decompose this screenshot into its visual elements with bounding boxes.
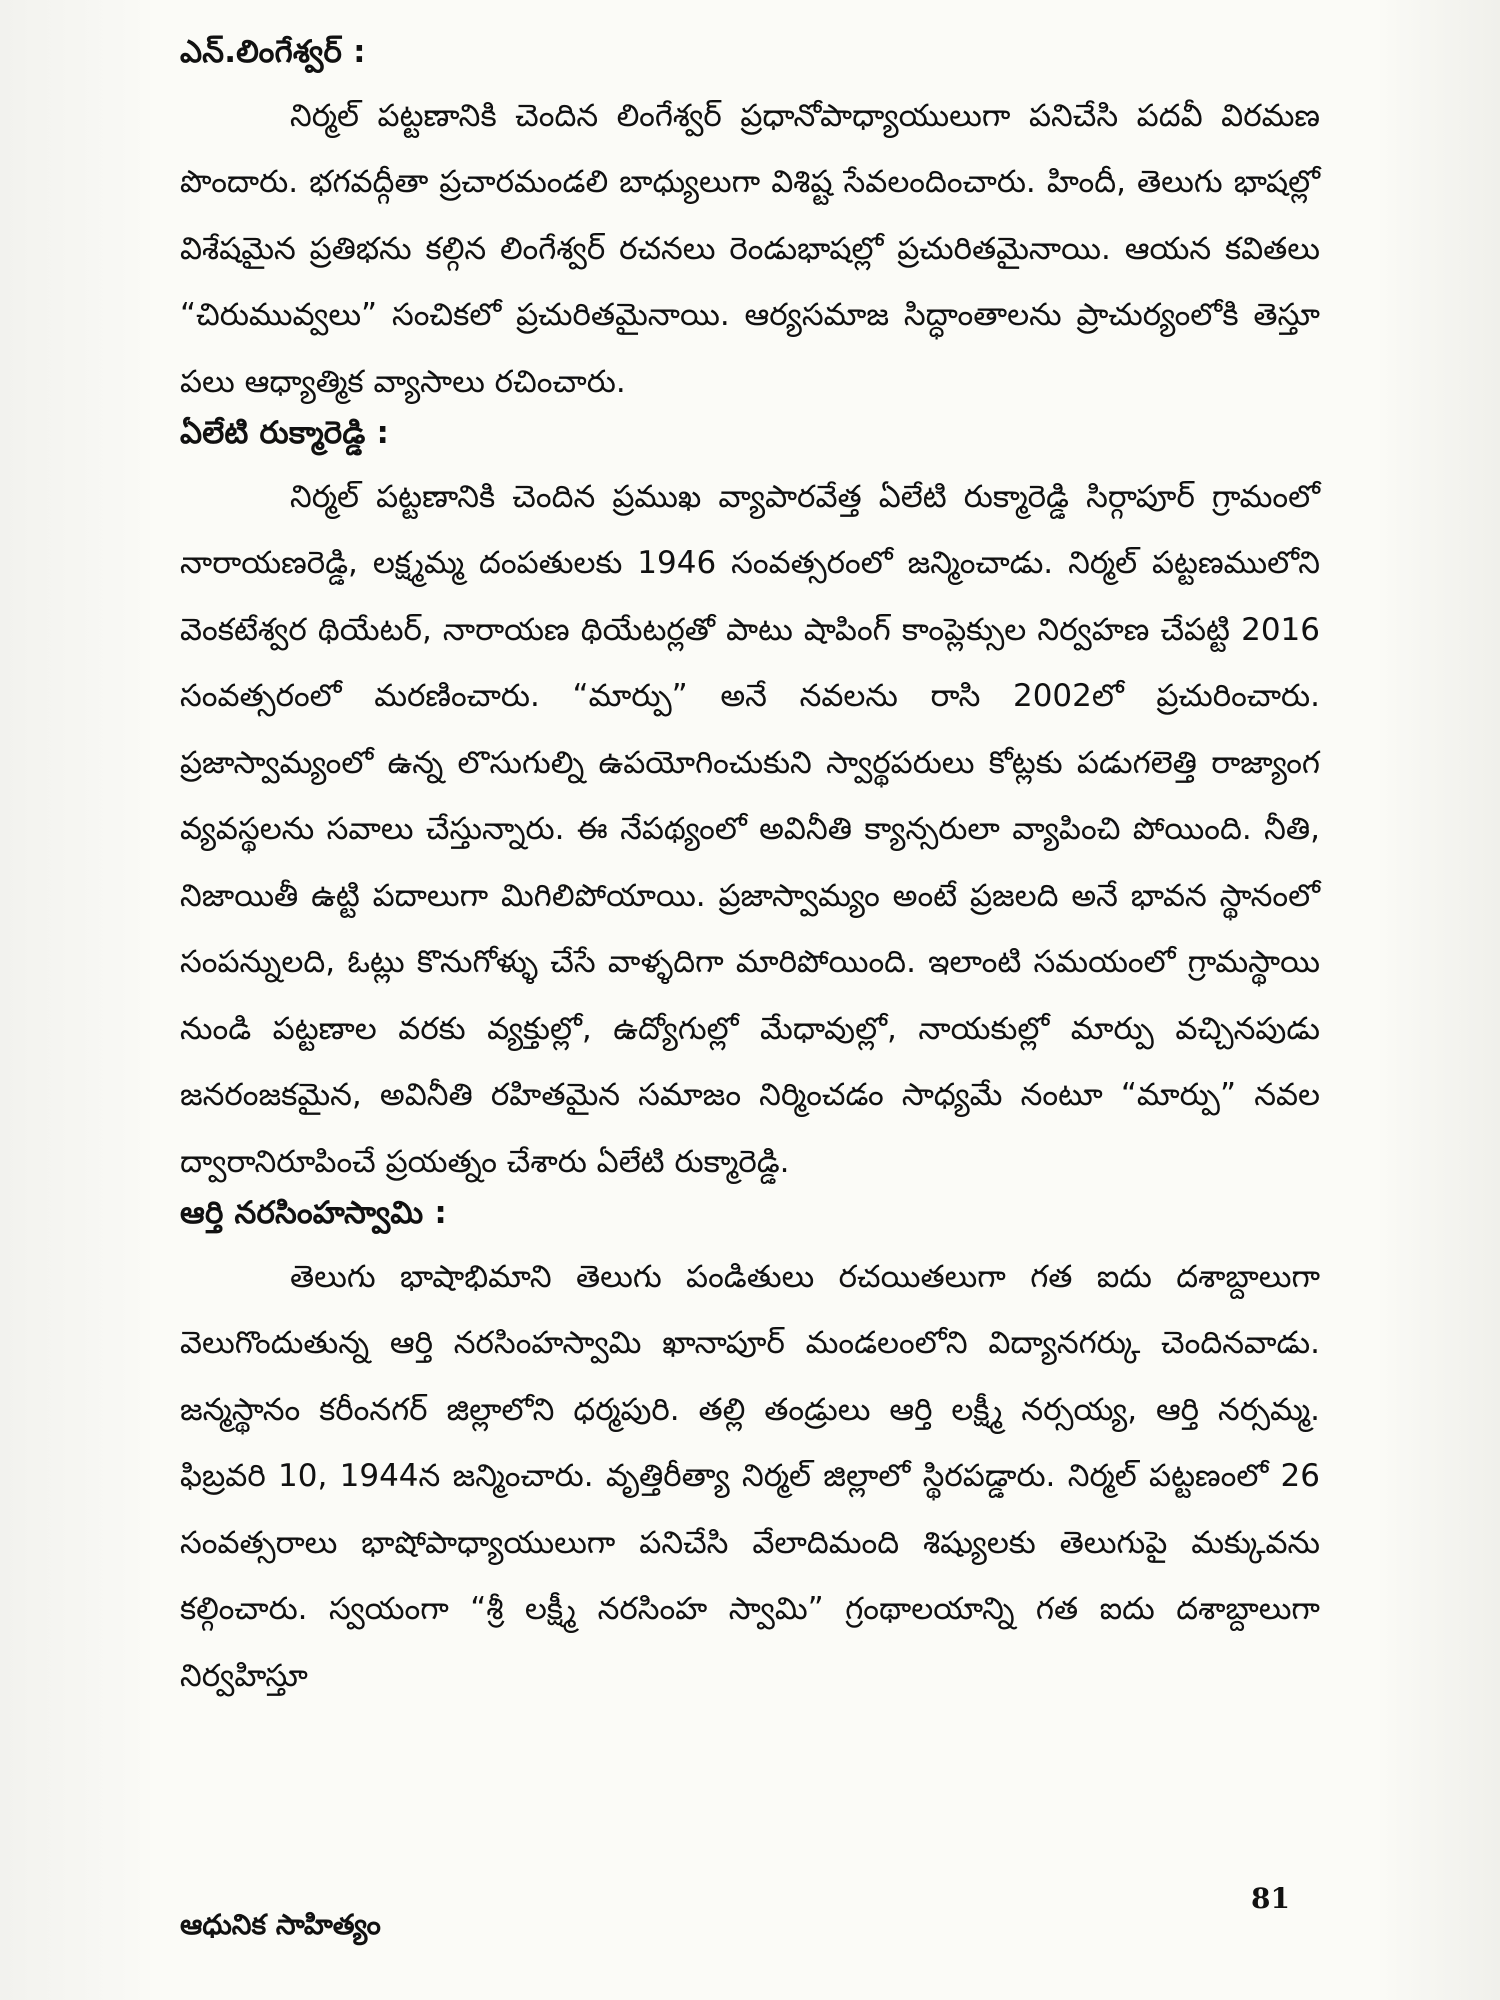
page-footer (180, 1882, 1290, 1968)
page-number: 81 (1251, 1882, 1290, 1915)
section-paragraph: తెలుగు భాషాభిమాని తెలుగు పండితులు రచయితలుగా గత ఐదు దశాబ్దాలుగా వెలుగొందుతున్న ఆర్తి నరసింహస్వామి ఖానాపూర్ మండలంలోని విద్యానగర్కు చెందినవాడు. జన్మస్థానం కరీంనగర్ జిల్లాలోని ధర్మపురి. తల్లి తండ్రులు ఆర్తి లక్ష్మీ నర్సయ్య, ఆర్తి నర్సమ్మ. ఫిబ్రవరి 10, 1944న జన్మించారు. వృత్తిరీత్యా నిర్మల్ జిల్లాలో స్థిరపడ్డారు. నిర్మల్ పట్టణంలో 26 సంవత్సరాలు భాషోపాధ్యాయులుగా పనిచేసి వేలాదిమంది శిష్యులకు తెలుగుపై మక్కువను కల్గించారు. స్వయంగా “శ్రీ లక్ష్మీ నరసింహ స్వామి” గ్రంథాలయాన్ని గత ఐదు దశాబ్దాలుగా నిర్వహిస్తూ (180, 1258, 1320, 1694)
section-heading: ఆర్తి నరసింహస్వామి : (180, 1195, 447, 1232)
footer-book-title: ఆధునిక సాహిత్యం (180, 1908, 381, 1941)
section-paragraph: నిర్మల్ పట్టణానికి చెందిన లింగేశ్వర్ ప్రధానోపాధ్యాయులుగా పనిచేసి పదవీ విరమణ పొందారు. భగవద్గీతా ప్రచారమండలి బాధ్యులుగా విశిష్ట సేవలందించారు. హిందీ, తెలుగు భాషల్లో విశేషమైన ప్రతిభను కల్గిన లింగేశ్వర్ రచనలు రెండుభాషల్లో ప్రచురితమైనాయి. ఆయన కవితలు “చిరుమువ్వలు” సంచికలో ప్రచురితమైనాయి. ఆర్యసమాజ సిద్ధాంతాలను ప్రాచుర్యంలోకి తెస్తూ పలు ఆధ్యాత్మిక వ్యాసాలు రచించారు. (180, 97, 1320, 400)
section-lingeshwar (180, 34, 1320, 415)
section-heading: ఎన్.లింగేశ్వర్ : (180, 34, 366, 70)
section-heading: ఏలేటి రుక్మారెడ్డి : (180, 415, 390, 452)
section-paragraph: నిర్మల్ పట్టణానికి చెందిన ప్రముఖ వ్యాపారవేత్త ఏలేటి రుక్మారెడ్డి సిర్గాపూర్ గ్రామంలో నారాయణరెడ్డి, లక్ష్మమ్మ దంపతులకు 1946 సంవత్సరంలో జన్మించాడు. నిర్మల్ పట్టణములోని వెంకటేశ్వర థియేటర్, నారాయణ థియేటర్లతో పాటు షాపింగ్ కాంప్లెక్సుల నిర్వహణ చేపట్టి 2016 సంవత్సరంలో మరణించారు. “మార్పు” అనే నవలను రాసి 2002లో ప్రచురించారు. ప్రజాస్వామ్యంలో ఉన్న లొసుగుల్ని ఉపయోగించుకుని స్వార్థపరులు కోట్లకు పడుగలెత్తి రాజ్యాంగ వ్యవస్థలను సవాలు చేస్తున్నారు. ఈ నేపథ్యంలో అవినీతి క్యాన్సరులా వ్యాపించి పోయింది. నీతి, నిజాయితీ ఉట్టి పదాలుగా మిగిలిపోయాయి. ప్రజాస్వామ్యం అంటే ప్రజలది అనే భావన స్థానంలో సంపన్నులది, ఓట్లు కొనుగోళ్ళు చేసే వాళ్ళదిగా మారిపోయింది. ఇలాంటి సమయంలో గ్రామస్థాయి నుండి పట్టణాల వరకు వ్యక్తుల్లో, ఉద్యోగుల్లో మేధావుల్లో, నాయకుల్లో మార్పు వచ్చినపుడు జనరంజకమైన, అవినీతి రహితమైన సమాజం నిర్మించడం సాధ్యమే నంటూ “మార్పు” నవల ద్వారానిరూపించే ప్రయత్నం చేశారు ఏలేటి రుక్మారెడ్డి. (180, 478, 1320, 1180)
section-rukma-reddy (180, 415, 1320, 1195)
section-narasimha-swamy (180, 1195, 1320, 1709)
